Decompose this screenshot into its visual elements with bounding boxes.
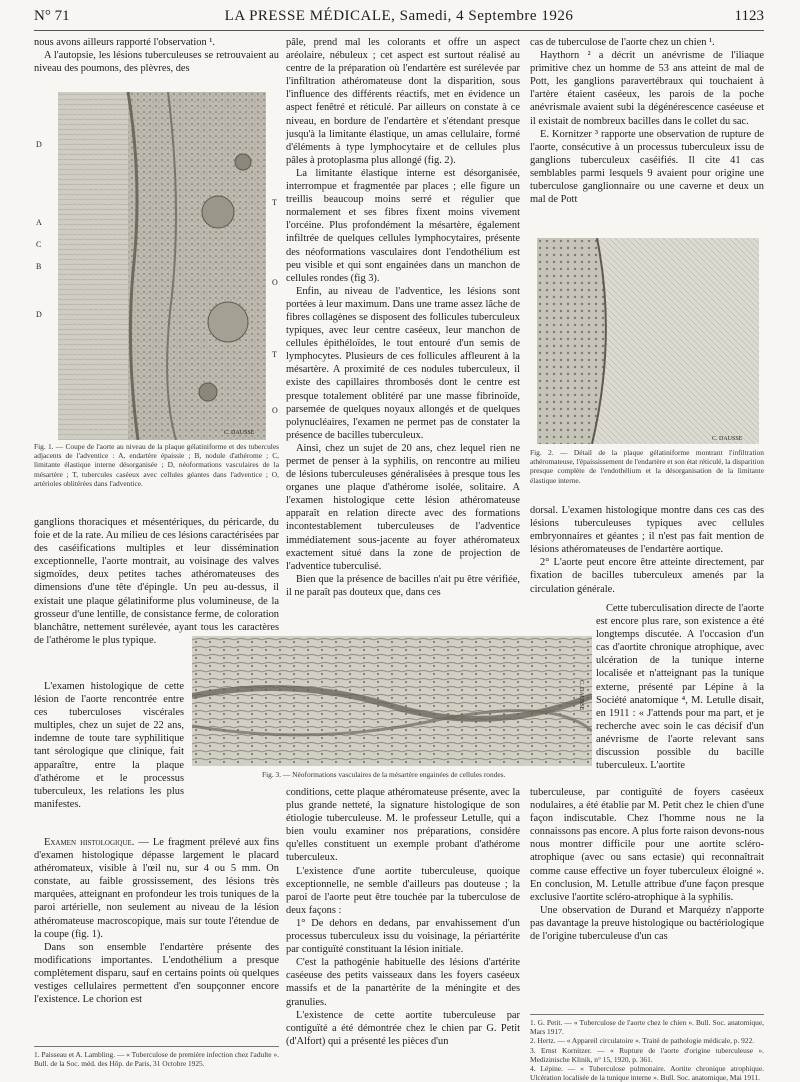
issue-number: N° 71 bbox=[34, 8, 70, 24]
footnote-4: 4. Lépine. — « Tuberculose pulmonaire. Aortite chronique atrophique. Ulcération localisée de la tunique interne ». Bull. Soc. anatomique, Mai 1911. bbox=[530, 1064, 764, 1082]
col1-para3: L'examen histologique de cette lésion de l'aorte rencontrée entre ces tuberculoses viscérales multiples, chez un sujet de 22 ans, indemne de toute tare syphilitique tant sérologique que clinique, fait apparaître, entre la plaque d'athérome et le processus tuberculeux, les relations les plus manifestes. bbox=[34, 681, 184, 810]
col2-para3: Enfin, au niveau de l'adventice, les lésions sont portées à leur maximum. Dans une trame assez lâche de fibres collagènes se disposent des follicules tuberculeux typiques, avec leur centre caséeux, leur manchon de cellules épithéloïdes, le tout entouré d'un semis de lymphocytes. Plusieurs de ces follicules affleurent à la mésartère. A proximité de ces nodules tuberculeux, il existe des capillaires thrombosés dont le centre est presque totalement oblitéré par une masse fibrinoïde, parsemée de quelques noyaux allongés et de quelques polynucléaires, l'examen ne permet pas de constater la présence de bacilles tuberculeux. bbox=[286, 285, 520, 441]
fig1-label-d2: D bbox=[36, 310, 42, 319]
fig2-caption: Fig. 2. — Détail de la plaque gélatiniforme montrant l'infiltration athéromateuse, l'épaississement de l'endartère et son état réticulé, la disparition presque complète de l'endothélium et la désorganisation de la limitante élastique interne. bbox=[530, 448, 764, 485]
fig1-label-o2: O bbox=[272, 406, 278, 415]
col3-footnotes bbox=[530, 1014, 764, 1082]
figure-3 bbox=[192, 636, 592, 766]
fig1-label-o1: O bbox=[272, 278, 278, 287]
col1-intro: nous avons ailleurs rapporté l'observation ¹. bbox=[34, 37, 216, 48]
col2-para10: L'existence de cette aortite tuberculeuse par contiguïté a été démontrée chez le chien par G. Petit (d'Alfort) qui a présenté les pièces d'un bbox=[286, 1009, 520, 1047]
fig1-label-c: C bbox=[36, 240, 42, 249]
page-number: 1123 bbox=[734, 8, 764, 24]
col2-para7: L'existence d'une aortite tuberculeuse, quoique exceptionnelle, ne semble d'ailleurs pas douteuse ; la paroi de l'aorte peut être touchée par la tuberculose de deux façons : bbox=[286, 865, 520, 916]
col2-para4: Ainsi, chez un sujet de 20 ans, chez lequel rien ne permet de penser à la syphilis, on rencontre au milieu de lésions tuberculeuses généralisées à presque tous les organes une plaque d'athérome isolée, solitaire. A l'examen histologique cette lésion athéromateuse apparaît en relation directe avec des formations incontestablement tuberculeuses de l'adventice immédiatement sous-jacente au foyer athéromateux exactement situé dans la zone de projection de l'adventice tuberculisé. bbox=[286, 442, 520, 572]
col3-mid bbox=[530, 504, 764, 596]
figure-1 bbox=[58, 92, 266, 440]
col2-para5: Bien que la présence de bacilles n'ait pu être vérifiée, il ne paraît pas douteux que, dans ces bbox=[286, 573, 520, 598]
col3-para4: dorsal. L'examen histologique montre dans ces cas des lésions tuberculeuses typiques avec cellules embryonnaires et géantes ; il n'est pas fait mention de lésions athéromateuses de l'endartère aortique. bbox=[530, 505, 764, 556]
fig1-label-b: B bbox=[36, 262, 42, 271]
col3-para6: Cette tuberculisation directe de l'aorte est encore plus rare, son existence a été longtemps discutée. A l'occasion d'un cas d'aortite chronique atrophique, avec ulcération de la tunique interne localisée et n'atteignant pas la tunique externe, présenté par Lépine à la Société anatomique ⁴, M. Letulle disait, en 1911 : « J'attends pour ma part, et je recherche avec soin le cas décisif d'un anévrisme de l'aorte relevant sans discussion possible du bacille tuberculeux. L'aortite bbox=[596, 603, 764, 772]
col1-mid bbox=[34, 516, 279, 647]
col2-para9: C'est la pathogénie habituelle des lésions d'artérite caséeuse des petits vaisseaux dans les foyers caséeux massifs et de la panartérite de la méningite et des granulies. bbox=[286, 957, 520, 1008]
fig1-label-t2: T bbox=[272, 350, 277, 359]
footnote-1: 1. G. Petit. — « Tuberculose de l'aorte chez le chien ». Bull. Soc. anatomique, Mars 1917. bbox=[530, 1018, 764, 1037]
page-header bbox=[34, 8, 764, 30]
fig1-label-t1: T bbox=[272, 198, 277, 207]
fig2-signature: C. DAUSSE bbox=[712, 436, 743, 442]
col3-narrow bbox=[596, 602, 764, 772]
col2-para8: 1° De dehors en dedans, par envahissement d'un processus tuberculeux issu du voisinage, la périartérite par contiguïté constituant la lésion initiale. bbox=[286, 917, 520, 956]
fig1-signature: C. DAUSSE bbox=[224, 430, 255, 436]
col2-para1: pâle, prend mal les colorants et offre un aspect aréolaire, nébuleux ; cet aspect est surtout réalisé au centre de la préparation où l'endartère est surélevée par l'infiltration athéromateuse dont la disparition, sous l'influence des différents réactifs, met en évidence un aspect fenêtré et réticulé. Par ailleurs on constate à ce niveau, en bordure de l'endartère et s'étendant presque jusqu'à la limitante élastique, un amas cellulaire, formé d'éléments à type lymphocytaire et de cellules plus pâles à protoplasma plus allongé (fig. 2). bbox=[286, 37, 520, 166]
col2-bottom bbox=[286, 786, 520, 1048]
col1-para2: ganglions thoraciques et mésentériques, du péricarde, du foie et de la rate. Au milieu de ces lésions caractérisées par des caséifications multiples et leur dissémination exceptionnelle, l'aorte montrait, au voisinage des valves sigmoïdes, deux petites taches athéromateuses des dimensions d'une tête d'épingle. Un peu au-dessus, il existait une plaque gélatiniforme plus volumineuse, de la grosseur d'une lentille, de consistance ferme, de coloration blanchâtre, nettement surélevée, ayant tous les caractères de l'athérome le plus typique. bbox=[34, 517, 279, 646]
col1-para1: A l'autopsie, les lésions tuberculeuses se retrouvaient au niveau des poumons, des plèvres, des bbox=[34, 50, 279, 75]
col3-para7: tuberculeuse, par contiguïté de foyers caséeux nodulaires, a été établie par M. Petit chez le chien d'une façon indiscutable. Chez l'homme nous ne la connaissons pas encore. A plus forte raison devons-nous nous montrer difficile pour une aortite scléro-atrophique (avec ou sans ectasie) qui reconnaîtrait comme cause effective un foyer tuberculeux éloigné ». En conclusion, M. Letulle attribue d'une façon presque exclusive l'aortite scléro-atrophique à la syphilis. bbox=[530, 787, 764, 903]
col2-para6: conditions, cette plaque athéromateuse présente, avec la plus grande netteté, la signature histologique de son étiologie tuberculeuse. M. le professeur Letulle, qui a bien voulu examiner nos préparations, considère qu'elles constituent un exemple probant d'athérome tuberculeux. bbox=[286, 787, 520, 864]
col3-para3: E. Kornitzer ³ rapporte une observation de rupture de l'aorte, consécutive à un processus tuberculeux issu de ganglions tuberculeux caséifiés. Il cite 41 cas semblables parmi lesquels 9 avaient pour origine une tuberculose ganglionnaire ou une caverne et deux un mal de Pott bbox=[530, 128, 764, 206]
col1-para5: Dans son ensemble l'endartère présente des modifications importantes. L'endothélium a presque complètement disparu, sauf en certains points où quelques vestiges cellulaires permettent d'en soupçonner encore l'existence. Le chorion est bbox=[34, 941, 279, 1006]
footnote-3: 3. Ernst Kornitzer. — « Rupture de l'aorte d'origine tuberculeuse ». Medizinische Klinik, n° 15, 1920, p. 361. bbox=[530, 1045, 764, 1064]
col3-para1: cas de tuberculose de l'aorte chez un chien ¹. bbox=[530, 37, 715, 48]
footnote-2: 2. Hertz. — « Appareil circulatoire ». Traité de pathologie médicale, p. 922. bbox=[530, 1036, 755, 1046]
col3-para8: Une observation de Durand et Marquézy n'apporte pas davantage la preuve histologique ou bactériologique de l'origine tuberculeuse d'un cas bbox=[530, 904, 764, 943]
fig1-caption: Fig. 1. — Coupe de l'aorte au niveau de la plaque gélatiniforme et des tubercules adjacents de l'adventice : A, endartère épaissie ; B, nodule d'athérome ; C, limitante élastique interne désorganisée ; D, néoformations vasculaires de la mésartère ; T, tubercules caséeux avec cellules géantes dans l'adventice ; O, artérioles oblitérées dans l'adventice. bbox=[34, 442, 279, 488]
col3-bottom bbox=[530, 786, 764, 943]
header-rule bbox=[34, 30, 764, 31]
figure-2 bbox=[537, 238, 759, 444]
col1-narrow bbox=[34, 680, 184, 811]
col1-top bbox=[34, 36, 279, 75]
col2-top bbox=[286, 36, 520, 599]
fig1-label-d1: D bbox=[36, 140, 42, 149]
col1-para4: — Le fragment prélevé aux fins d'examen histologique dépasse largement le placard athéromateux, visible à l'œil nu, sur 4 ou 5 mm. On constate, au faible grossissement, des lésions très marquées, atteignant en profondeur les trois tuniques de la paroi artérielle, non seulement au niveau de la lésion athéromateuse macroscopique, mais sur toute l'étendue de la coupe (fig. 1). bbox=[34, 837, 279, 940]
fig3-caption: Fig. 3. — Néoformations vasculaires de la mésartère engainées de cellules rondes. bbox=[262, 770, 506, 779]
col3-top bbox=[530, 36, 764, 206]
fig3-signature: C. DAUSSE bbox=[578, 680, 584, 711]
journal-title: LA PRESSE MÉDICALE, Samedi, 4 Septembre 1926 bbox=[224, 8, 574, 24]
col2-para2: La limitante élastique interne est désorganisée, interrompue et fragmentée par places ; elle figure un treillis beaucoup moins serré et régulier que normalement et ses fibres fixent moins vivement l'orcéine. Plus profondément la mésartère, également infiltrée de quelques cellules lymphocytaires, présente des néoformations vasculaires dont l'endothélium est peu visible et qui sont engainées dans un manchon de cellules rondes (fig 3). bbox=[286, 167, 520, 284]
col3-para2: Haythorn ² a décrit un anévrisme de l'iliaque primitive chez un homme de 53 ans atteint de mal de Pott, les ganglions paravertébraux qui touchaient à l'artère étaient caséeux, les parois de la poche anévrismale avaient subi la dégénérescence caséeuse et il existait de nombreux bacilles dans le collet du sac. bbox=[530, 50, 764, 127]
col3-para5: 2° L'aorte peut encore être atteinte directement, par fixation de bacilles tuberculeux amenés par la circulation générale. bbox=[530, 557, 764, 595]
col1-footnote: 1. Paisseau et A. Lambling. — « Tuberculose de première infection chez l'adulte ». Bull. de la Soc. méd. des Hôp. de Paris, 31 Octobre 1925. bbox=[34, 1046, 279, 1068]
fig1-label-a: A bbox=[36, 218, 42, 227]
col1-bottom bbox=[34, 836, 279, 1006]
section-heading: Examen histologique. bbox=[44, 837, 135, 848]
